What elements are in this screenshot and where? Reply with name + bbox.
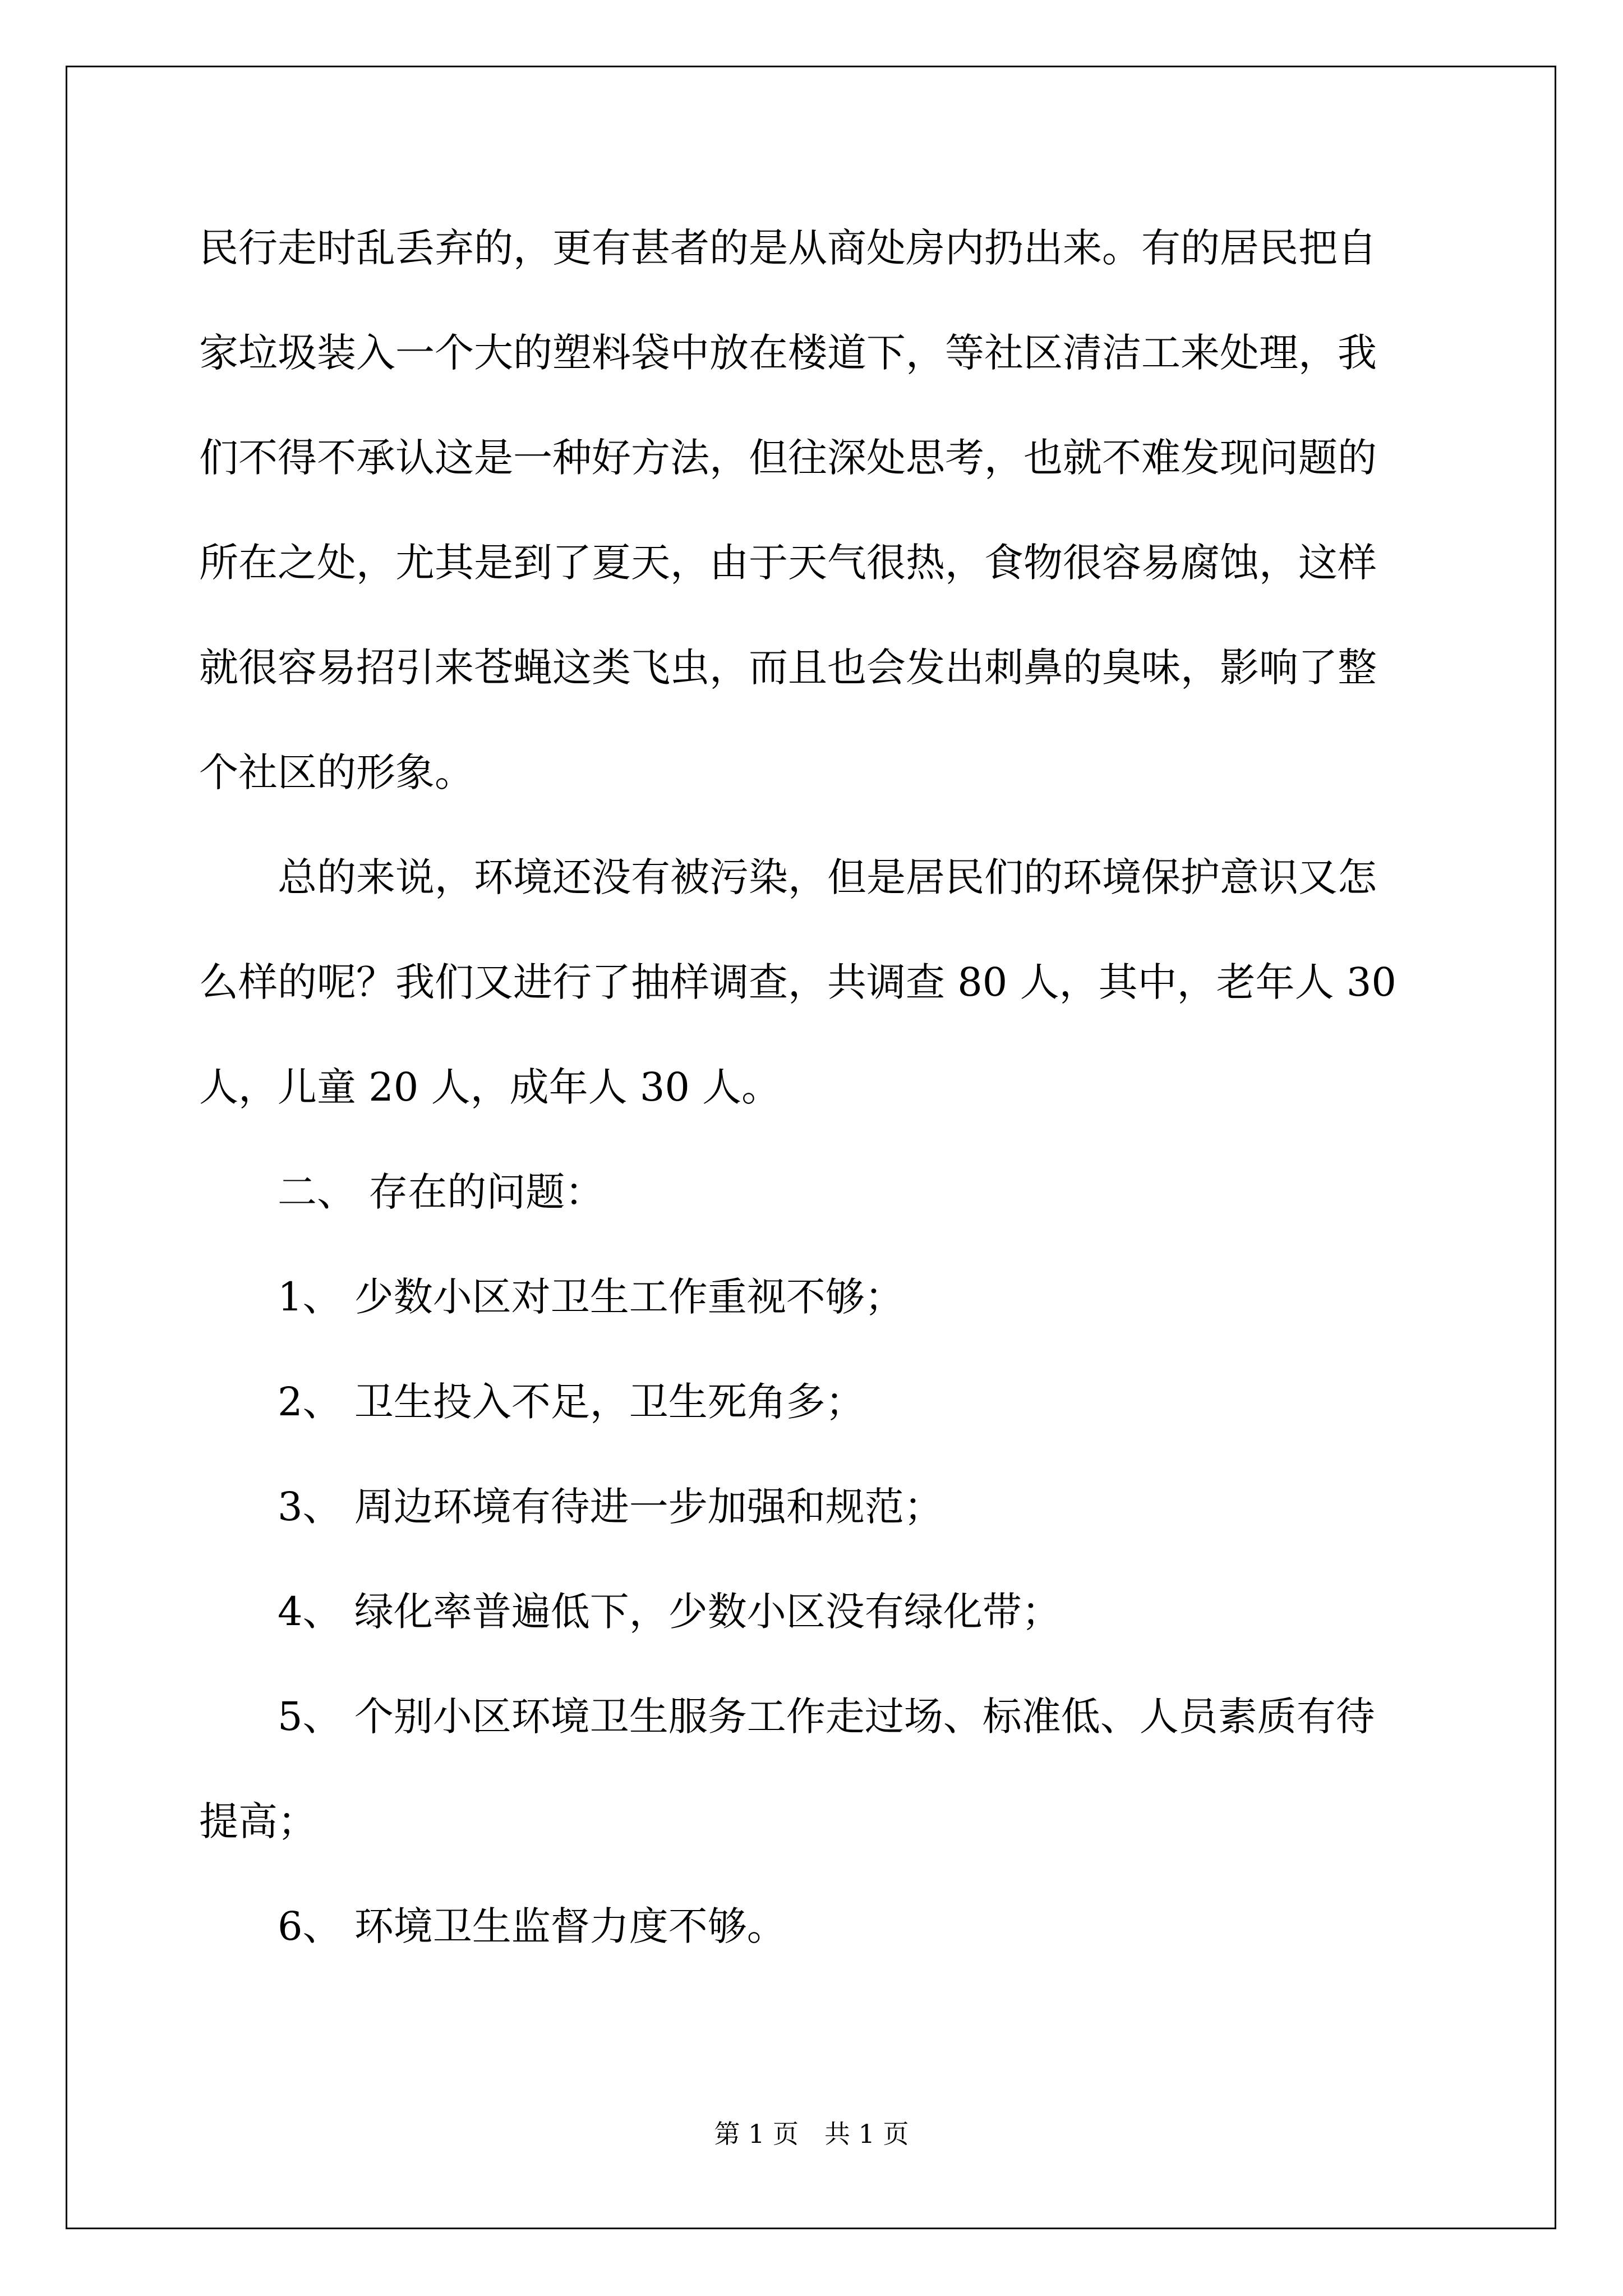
list-item: 4、 绿化率普遍低下，少数小区没有绿化带； bbox=[199, 1589, 1061, 1635]
list-item: 2、 卫生投入不足，卫生死角多； bbox=[199, 1379, 865, 1425]
text-line: 个社区的形象。 bbox=[199, 749, 474, 795]
text-line: 们不得不承认这是一种好方法，但往深处思考，也就不难发现问题的 bbox=[199, 435, 1377, 481]
text-line: 么样的呢？我们又进行了抽样调查，共调查 80 人，其中，老年人 30 bbox=[199, 959, 1396, 1005]
list-item: 5、 个别小区环境卫生服务工作走过场、标准低、人员素质有待 bbox=[199, 1694, 1375, 1740]
text-line: 总的来说，环境还没有被污染，但是居民们的环境保护意识又怎 bbox=[199, 854, 1377, 900]
section-heading: 二、 存在的问题： bbox=[199, 1169, 605, 1215]
text-line: 就很容易招引来苍蝇这类飞虫，而且也会发出刺鼻的臭味，影响了整 bbox=[199, 645, 1377, 691]
text-line: 所在之处，尤其是到了夏天，由于天气很热，食物很容易腐蚀，这样 bbox=[199, 540, 1377, 586]
list-item: 1、 少数小区对卫生工作重视不够； bbox=[199, 1274, 904, 1320]
text-line: 民行走时乱丢弃的，更有甚者的是从商处房内扔出来。有的居民把自 bbox=[199, 225, 1377, 271]
text-line: 人，儿童 20 人，成年人 30 人。 bbox=[199, 1064, 781, 1110]
list-item: 6、 环境卫生监督力度不够。 bbox=[199, 1903, 786, 1949]
page-footer: 第 1 页 共 1 页 bbox=[714, 2119, 909, 2149]
list-item-continuation: 提高； bbox=[199, 1798, 317, 1844]
text-line: 家垃圾装入一个大的塑料袋中放在楼道下，等社区清洁工来处理，我 bbox=[199, 330, 1377, 376]
list-item: 3、 周边环境有待进一步加强和规范； bbox=[199, 1484, 943, 1530]
